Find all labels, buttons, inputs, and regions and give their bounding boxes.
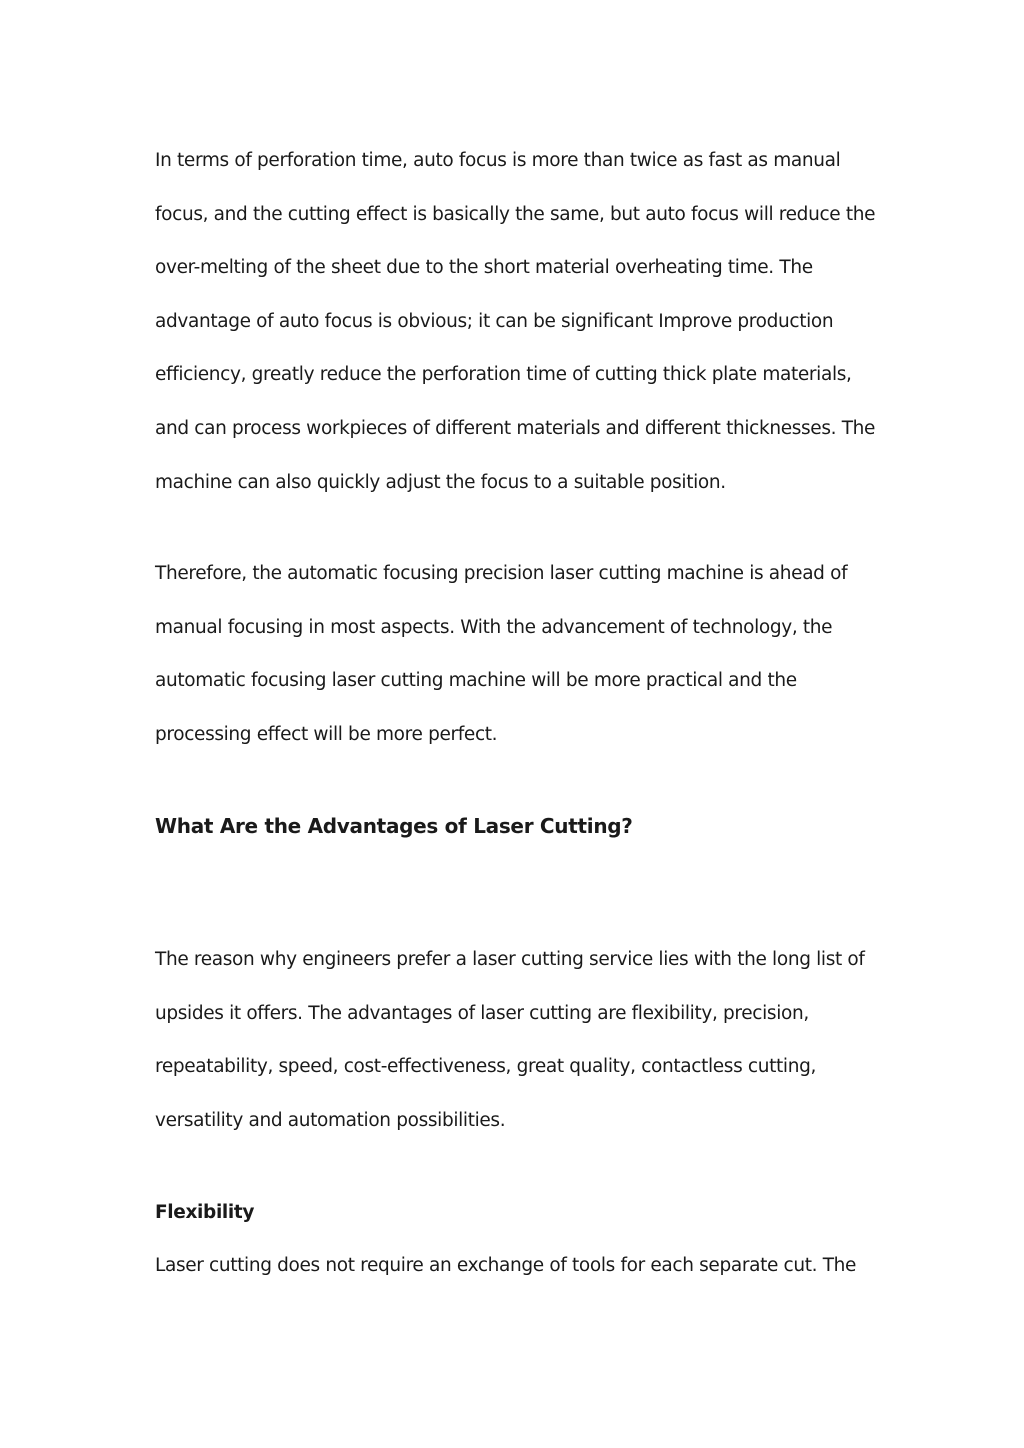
text-line: and can process workpieces of different materials and different thicknesses. The bbox=[155, 417, 876, 439]
text-line: over-melting of the sheet due to the short material overheating time. The bbox=[155, 257, 813, 279]
paragraph-conclusion bbox=[155, 547, 875, 761]
text-line: focus, and the cutting effect is basically the same, but auto focus will reduce the bbox=[155, 203, 876, 225]
subsection-heading: Flexibility bbox=[155, 1201, 255, 1223]
text-line: Therefore, the automatic focusing precision laser cutting machine is ahead of bbox=[155, 563, 848, 585]
text-line: In terms of perforation time, auto focus is more than twice as fast as manual bbox=[155, 150, 841, 171]
text-line: repeatability, speed, cost-effectiveness, great quality, contactless cutting, bbox=[155, 1056, 816, 1078]
text-line: efficiency, greatly reduce the perforation time of cutting thick plate materials, bbox=[155, 364, 852, 386]
text-line: versatility and automation possibilities. bbox=[155, 1109, 506, 1131]
text-line: machine can also quickly adjust the focus to a suitable position. bbox=[155, 471, 726, 493]
section-heading: What Are the Advantages of Laser Cutting? bbox=[155, 813, 633, 838]
text-line: The reason why engineers prefer a laser cutting service lies with the long list of bbox=[155, 949, 865, 971]
document-body bbox=[155, 134, 875, 1293]
paragraph-flexibility bbox=[155, 1239, 875, 1293]
text-line: advantage of auto focus is obvious; it can be significant Improve production bbox=[155, 310, 834, 332]
text-line: processing effect will be more perfect. bbox=[155, 723, 498, 745]
text-line: upsides it offers. The advantages of laser cutting are flexibility, precision, bbox=[155, 1002, 809, 1024]
paragraph-autofocus-speed bbox=[155, 134, 875, 509]
text-line: manual focusing in most aspects. With the advancement of technology, the bbox=[155, 616, 833, 638]
text-line: Laser cutting does not require an exchange of tools for each separate cut. The bbox=[155, 1255, 857, 1277]
paragraph-advantages bbox=[155, 933, 875, 1147]
text-line: automatic focusing laser cutting machine will be more practical and the bbox=[155, 670, 797, 692]
